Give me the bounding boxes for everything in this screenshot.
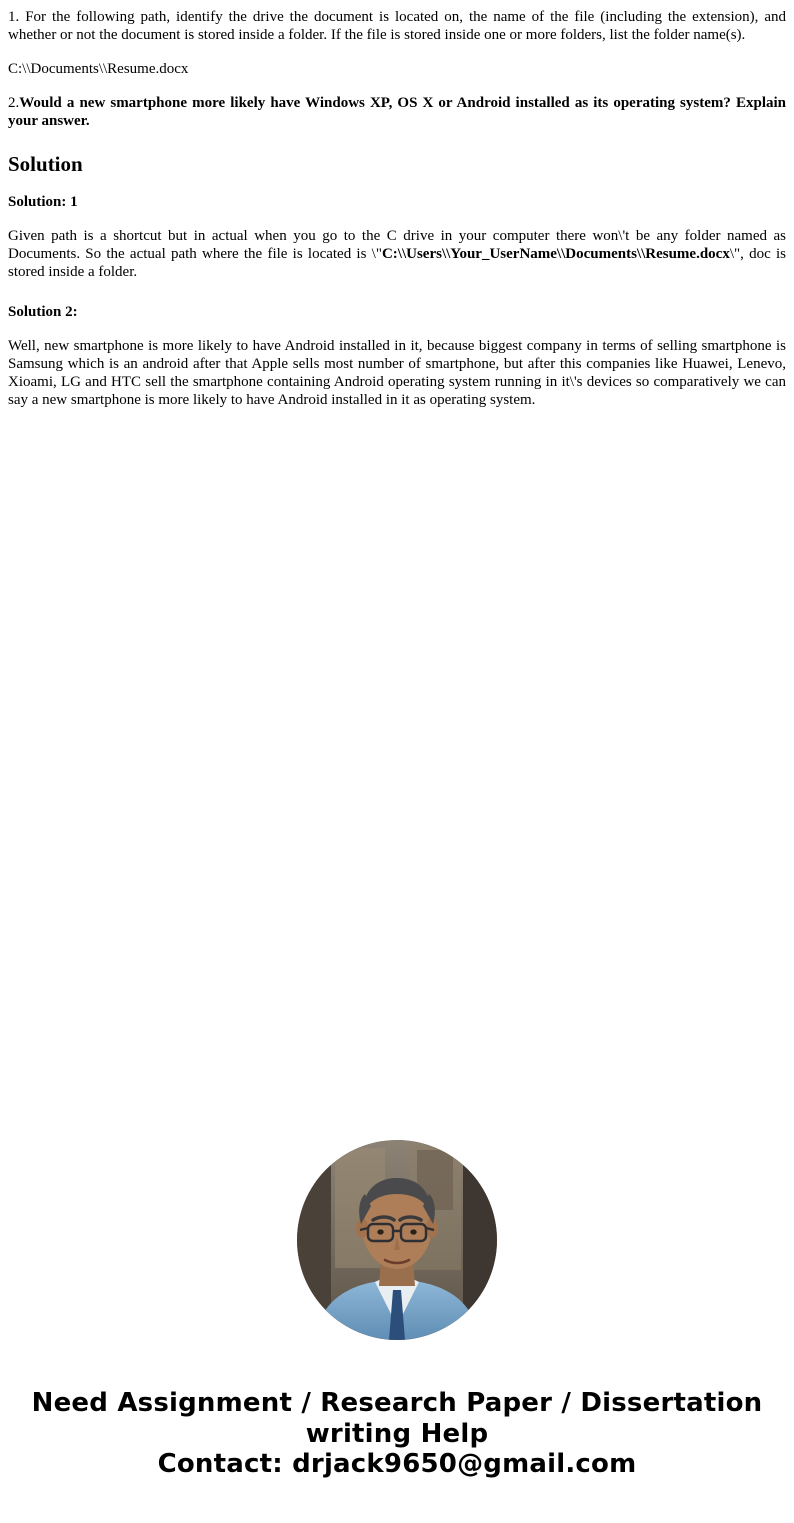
question-2-text: Would a new smartphone more likely have Windows XP, OS X or Android installed as its operating system? Explain your answer.: [8, 95, 786, 129]
document-page: [0, 0, 794, 409]
solution-1-heading: Solution: 1: [8, 194, 78, 211]
question-2-number: 2.: [8, 95, 20, 111]
question-2: [8, 94, 786, 130]
tutor-portrait-image: [297, 1140, 497, 1340]
question-1: 1. For the following path, identify the drive the document is located on, the name of the file (including the extension), and whether or not the document is stored inside a folder. If the file is stored inside one or more folders, list the folder name(s).: [8, 9, 786, 43]
promo-contact: Contact: drjack9650@gmail.com: [157, 1449, 637, 1480]
promo-line-1: Need Assignment / Research Paper / Dissertation: [31, 1388, 763, 1418]
file-path-example: C:\\Documents\\Resume.docx: [8, 61, 189, 77]
solution-2-body: Well, new smartphone is more likely to have Android installed in it, because biggest company in terms of selling smartphone is Samsung which is an android after that Apple sells most number of smartphone, but after this companies like Huawei, Lenevo, Xioami, LG and HTC sell the smartphone containing Android operating system running in it\'s devices so comparatively we can say a new smartphone is more likely to have Android installed in it as operating system.: [8, 338, 786, 409]
solution-1-text-b: \", doc is stored inside a folder.: [8, 246, 787, 281]
promo-footer: [0, 1140, 794, 1480]
solution-1-body: [8, 227, 786, 281]
promo-line-2: writing Help: [305, 1418, 489, 1449]
solution-2-heading: Solution 2:: [8, 304, 78, 321]
solution-1-text-a: Given path is a shortcut but in actual when you go to the C drive in your computer there won\'t be any folder named as Documents. So the actual path where the file is located is \": [8, 228, 786, 263]
avatar: [297, 1140, 497, 1340]
solution-1-path: C:\\Users\\Your_UserName\\Documents\\Resume.docx: [381, 246, 730, 263]
solution-heading: Solution: [8, 152, 83, 176]
